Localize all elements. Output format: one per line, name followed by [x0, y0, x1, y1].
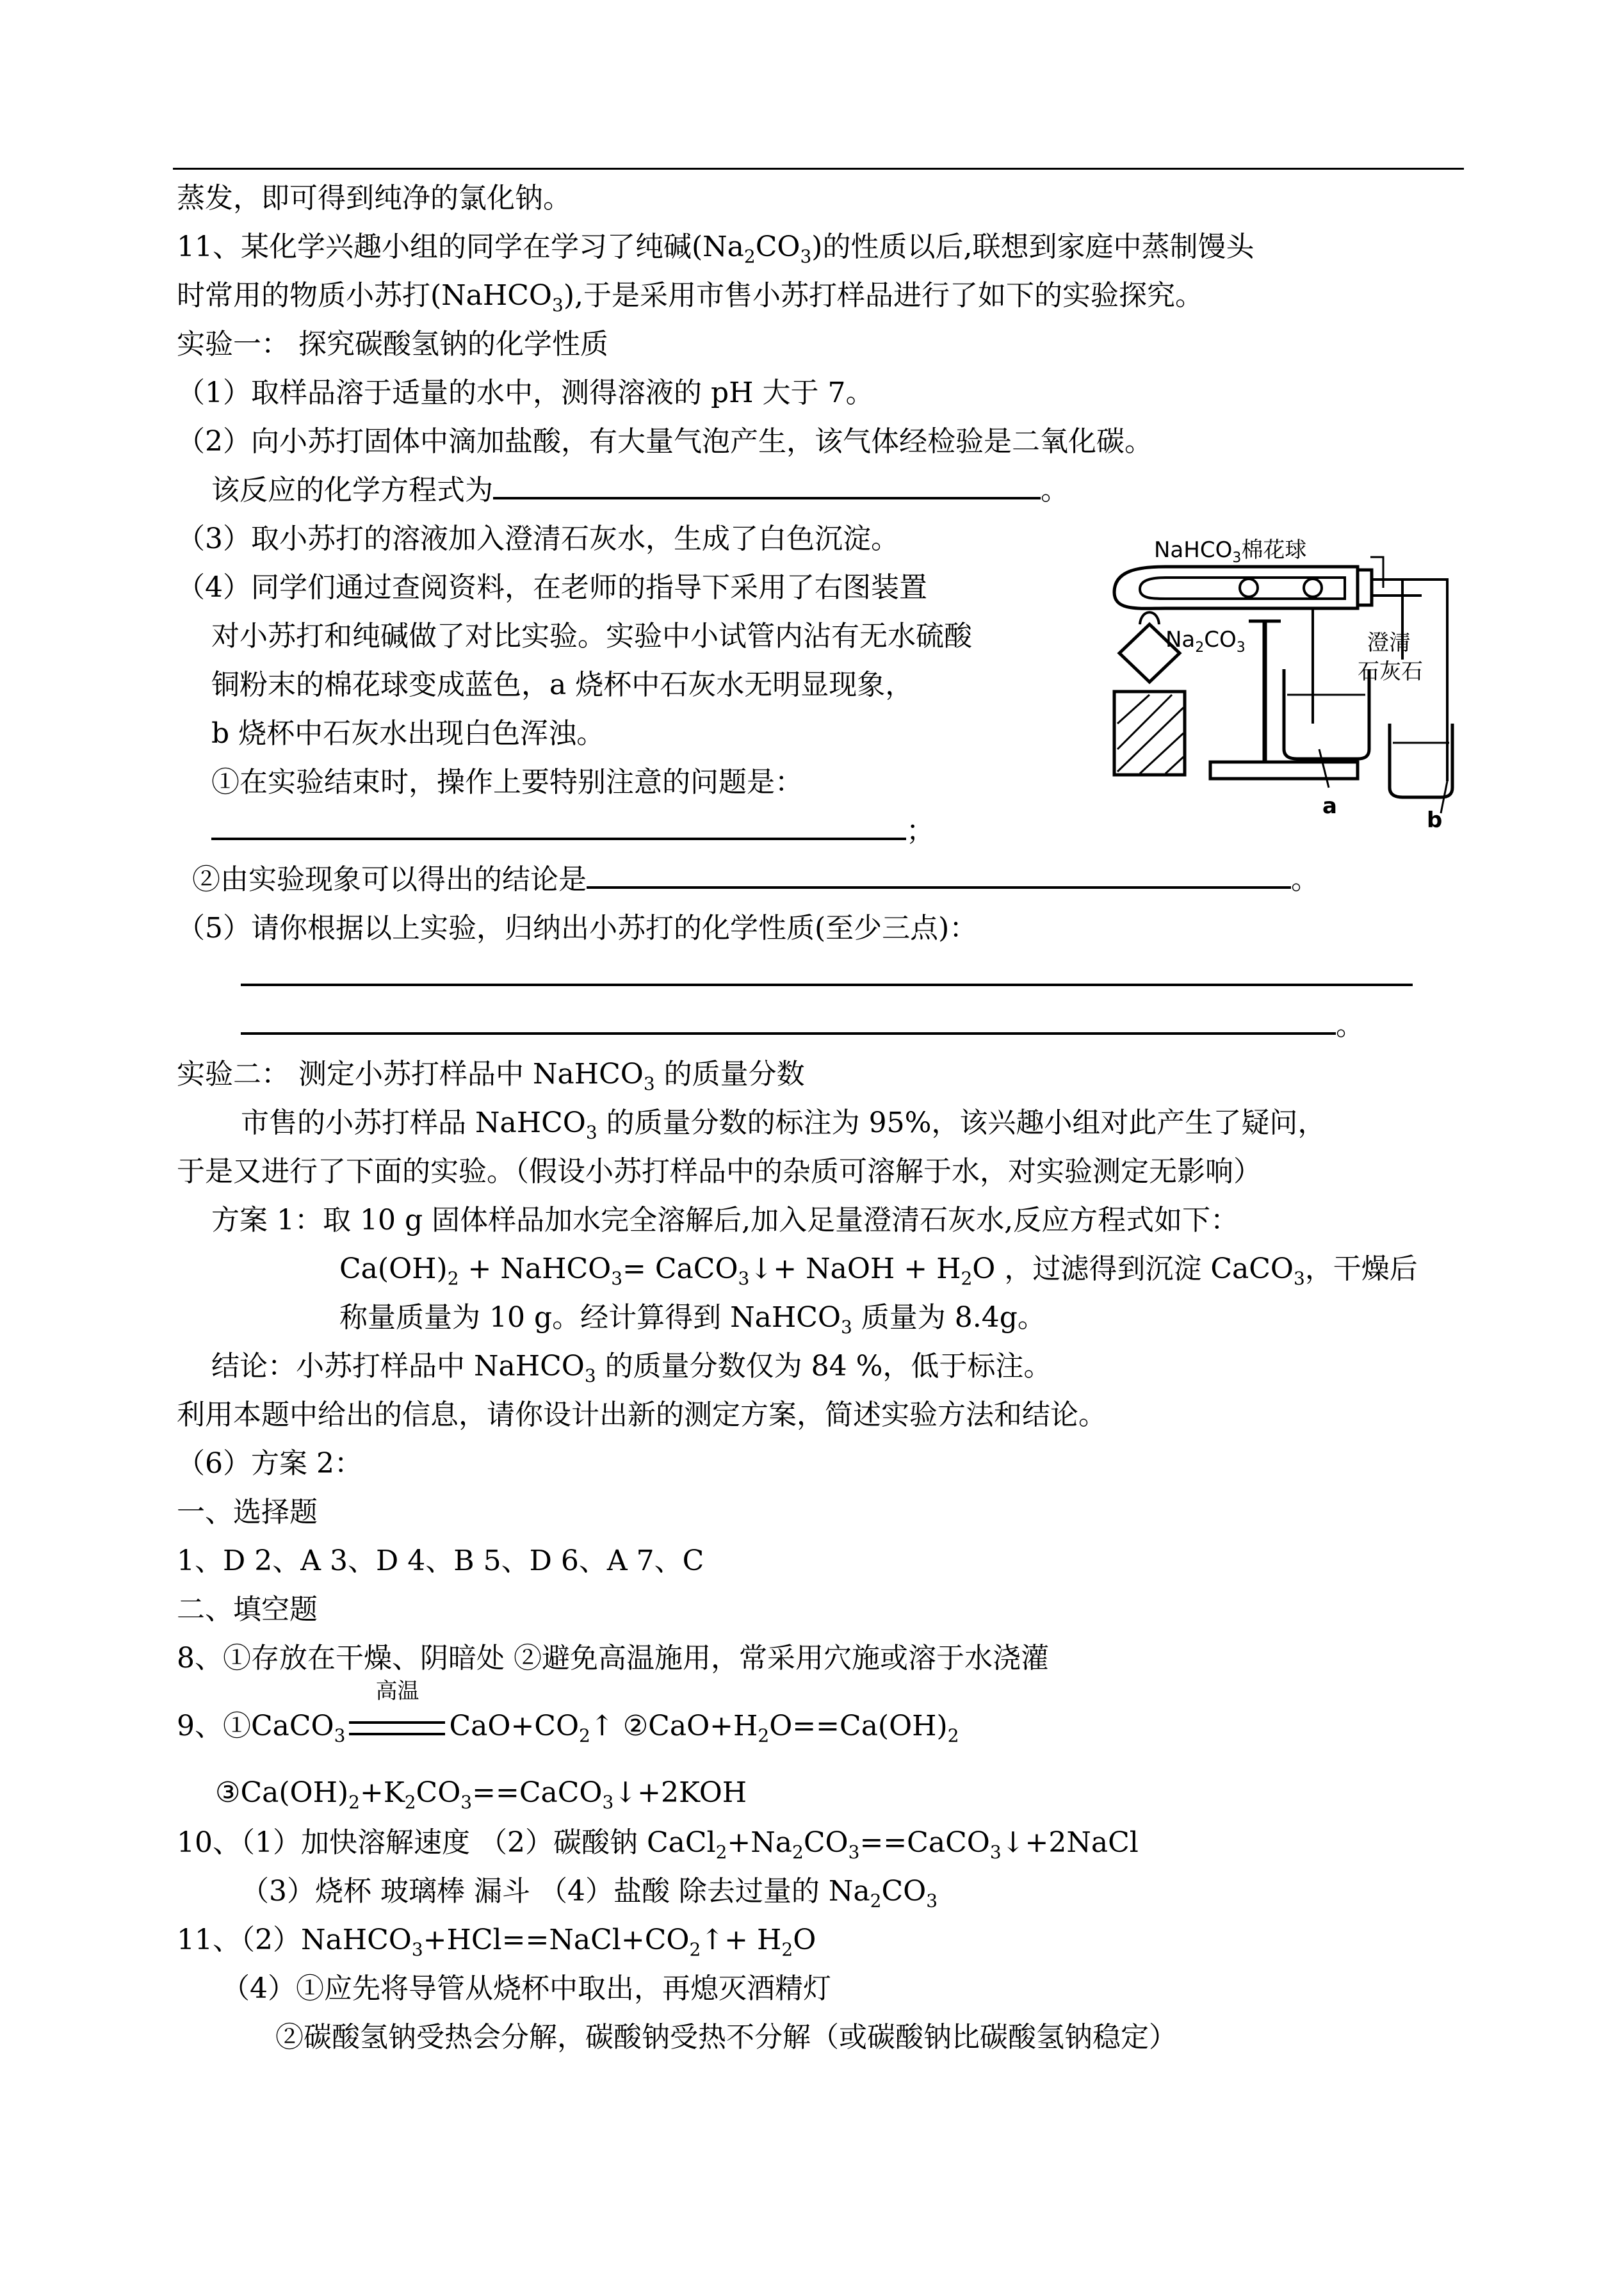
step-5: （5）请你根据以上实验，归纳出小苏打的化学性质(至少三点)：	[177, 912, 978, 945]
step-4-line-3: 铜粉末的棉花球变成蓝色，a 烧杯中石灰水无明显现象，	[211, 669, 914, 701]
answer-blank-1[interactable]	[211, 812, 906, 840]
step-2: （2）向小苏打固体中滴加盐酸，有大量气泡产生，该气体经检验是二氧化碳。	[177, 425, 1153, 458]
condition-high-temp: 高温	[345, 1707, 449, 1746]
plan-2: （6）方案 2：	[177, 1447, 362, 1480]
answer-blank-5b[interactable]	[241, 1007, 1336, 1035]
question-11-line-1: 11、某化学兴趣小组的同学在学习了纯碱$(Na_2CO_3)$的性质以后,联想到家庭中蒸制馒头	[177, 231, 1255, 267]
equation-prompt: 该反应的化学方程式为 。	[211, 471, 1069, 510]
section-choice: 一、选择题	[177, 1496, 318, 1529]
experiment-1-title: 实验一： 探究碳酸氢钠的化学性质	[177, 328, 608, 361]
label-beaker-b: b	[1427, 807, 1443, 832]
answer-9-line-1: 9、①CaCO$_3$ 高温 $CaO+CO_2↑$ $②CaO+H_2O==Ca(OH)_2$	[177, 1678, 959, 1746]
answer-10-line-1: 10、（1）加快溶解速度 （2）碳酸钠 $CaCl_2+Na_2CO_3==CaCO_3↓+2NaCl$	[177, 1826, 1139, 1863]
answer-blank-equation[interactable]	[493, 471, 1041, 499]
label-clear: 澄清	[1367, 630, 1411, 656]
answer-blank-5a[interactable]	[241, 958, 1413, 986]
step-1: （1）取样品溶于适量的水中，测得溶液的 pH 大于 7。	[177, 377, 874, 409]
apparatus-figure	[1101, 531, 1460, 832]
plan-1-equation: $Ca(OH)_2$ + NaHCO$_3$= CaCO$_3$↓+ NaOH + $H_2O$ ，过滤得到沉淀 CaCO$_3$，干燥后	[339, 1253, 1418, 1289]
answer-line-1: ；	[211, 812, 934, 850]
experiment-2-title: 实验二： 测定小苏打样品中 NaHCO$_3$ 的质量分数	[177, 1058, 805, 1094]
step-4-question-1: ①在实验结束时，操作上要特别注意的问题是：	[211, 766, 803, 799]
answer-9-line-2: $③Ca(OH)_2+K_2CO_3==CaCO_3↓+2KOH$	[215, 1776, 747, 1813]
label-nahco3: NaHCO$_3$棉花球	[1154, 537, 1307, 566]
experiment-2-line-1: 市售的小苏打样品 NaHCO$_3$ 的质量分数的标注为 95%，该兴趣小组对此产生了疑问，	[241, 1107, 1326, 1143]
label-na2co3: $Na_2CO_3$	[1165, 627, 1246, 656]
answer-11-line-2: （4）①应先将导管从烧杯中取出，再熄灭酒精灯	[222, 1972, 831, 2005]
conclusion: 结论：小苏打样品中 NaHCO$_3$ 的质量分数仅为 84 %，低于标注。	[211, 1350, 1052, 1386]
answer-10-line-2: （3）烧杯 玻璃棒 漏斗 （4）盐酸 除去过量的 $Na_2CO_3$	[241, 1875, 938, 1911]
answer-11-line-3: ②碳酸氢钠受热会分解，碳酸钠受热不分解（或碳酸钠比碳酸氢钠稳定）	[275, 2021, 1177, 2054]
label-beaker-a: a	[1322, 793, 1337, 819]
answer-11-line-1: 11、$(2)NaHCO_3+HCl==NaCl+CO_2↑+ H_2O$	[177, 1924, 816, 1960]
answer-blank-2[interactable]	[587, 861, 1291, 889]
design-prompt: 利用本题中给出的信息，请你设计出新的测定方案，简述实验方法和结论。	[177, 1399, 1107, 1431]
answer-line-5b: 。	[241, 1007, 1364, 1045]
step-4-line-1: （4）同学们通过查阅资料，在老师的指导下采用了右图装置	[177, 571, 927, 604]
section-fill: 二、填空题	[177, 1593, 318, 1626]
step-4-question-2: ②由实验现象可以得出的结论是 。	[192, 861, 1319, 899]
plan-1: 方案 1：取 10 g 固体样品加水完全溶解后,加入足量澄清石灰水,反应方程式如下：	[211, 1204, 1239, 1237]
answer-line-5a	[241, 958, 1413, 996]
label-lime: 石灰石	[1358, 659, 1423, 685]
choice-answers: 1、D 2、A 3、D 4、B 5、D 6、A 7、C	[177, 1545, 704, 1577]
answer-8: 8、①存放在干燥、阴暗处 ②避免高温施用，常采用穴施或溶于水浇灌	[177, 1642, 1049, 1675]
experiment-2-line-2: 于是又进行了下面的实验。（假设小苏打样品中的杂质可溶解于水，对实验测定无影响）	[177, 1155, 1262, 1188]
step-4-line-4: b 烧杯中石灰水出现白色浑浊。	[211, 717, 605, 750]
text-line-1: 蒸发，即可得到纯净的氯化钠。	[177, 182, 571, 215]
header-rule	[173, 168, 1464, 170]
step-4-line-2: 对小苏打和纯碱做了对比实验。实验中小试管内沾有无水硫酸	[211, 620, 972, 653]
step-3: （3）取小苏打的溶液加入澄清石灰水，生成了白色沉淀。	[177, 523, 899, 555]
plan-1-result: 称量质量为 10 g。经计算得到 NaHCO$_3$ 质量为 8.4g。	[339, 1301, 1046, 1338]
question-11-line-2: 时常用的物质小苏打(NaHCO$_3$),于是采用市售小苏打样品进行了如下的实验探究。	[177, 279, 1203, 316]
